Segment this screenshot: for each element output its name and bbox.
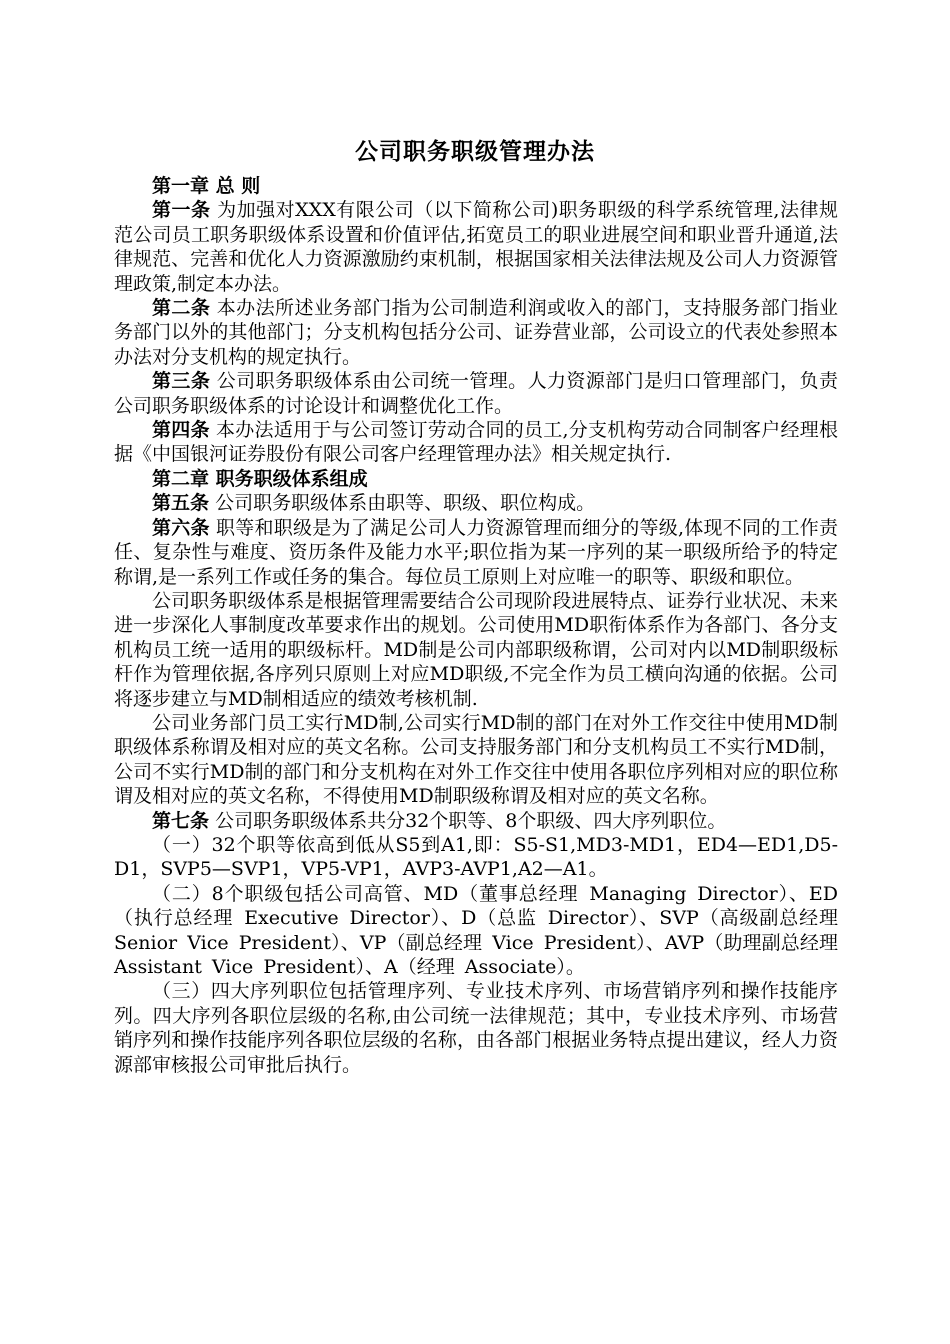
document-title: 公司职务职级管理办法 xyxy=(355,138,595,165)
article-2 xyxy=(114,296,838,369)
document-body xyxy=(114,174,838,1077)
article-label: 第七条 xyxy=(152,809,210,832)
paragraph-md-usage: 公司业务部门员工实行MD制,公司实行MD制的部门在对外工作交往中使用MD制职级体系称谓及相对应的英文名称。公司支持服务部门和分支机构员工不实行MD制，公司不实行MD制的部门和分支机构在对外工作交往中使用各职位序列相对应的职位称谓及相对应的英文名称，不得使用MD制职级称谓及相对应的英文名称。 xyxy=(114,711,838,808)
article-label: 第四条 xyxy=(152,419,210,442)
article-5 xyxy=(114,491,838,515)
article-4 xyxy=(114,418,838,467)
article-text: 本办法适用于与公司签订劳动合同的员工,分支机构劳动合同制客户经理根据《中国银河证券股份有限公司客户经理管理办法》相关规定执行. xyxy=(114,419,838,466)
article-text: 公司职务职级体系由职等、职级、职位构成。 xyxy=(215,492,596,515)
chapter-heading-2: 第二章 职务职级体系组成 xyxy=(152,467,368,490)
article-label: 第六条 xyxy=(152,516,210,539)
article-text: 为加强对XXX有限公司（以下简称公司)职务职级的科学系统管理,法律规范公司员工职务职级体系设置和价值评估,拓宽员工的职业进展空间和职业晋升通道,法律规范、完善和优化人力资源激励约束机制，根据国家相关法律法规及公司人力资源管理政策,制定本办法。 xyxy=(114,199,838,295)
list-item-levels: （二）8个职级包括公司高管、MD（董事总经理 Managing Director）、ED（执行总经理 Executive Director）、D（总监 Director）、SVP（高级副总经理 Senior Vice President）、VP（副总经理 Vice President）、AVP（助理副总经理 Assistant Vice President）、A（经理 Associate）。 xyxy=(114,882,839,978)
article-label: 第三条 xyxy=(152,370,211,393)
article-1 xyxy=(114,198,838,296)
article-7 xyxy=(114,809,838,833)
article-label: 第二条 xyxy=(152,297,211,320)
article-label: 第五条 xyxy=(152,492,210,515)
list-item-grades: （一）32个职等依高到低从S5到A1,即：S5-S1,MD3-MD1，ED4—ED1,D5-D1，SVP5—SVP1，VP5-VP1，AVP3-AVP1,A2—A1。 xyxy=(114,833,838,881)
list-item-sequences: （三）四大序列职位包括管理序列、专业技术序列、市场营销序列和操作技能序列。四大序列各职位层级的名称,由公司统一法律规范；其中，专业技术序列、市场营销序列和操作技能序列各职位层级的名称，由各部门根据业务特点提出建议，经人力资源部审核报公司审批后执行。 xyxy=(114,980,838,1076)
article-text: 职等和职级是为了满足公司人力资源管理而细分的等级,体现不同的工作责任、复杂性与难度、资历条件及能力水平;职位指为某一序列的某一职级所给予的特定称谓,是一系列工作或任务的集合。每位员工原则上对应唯一的职等、职级和职位。 xyxy=(114,516,838,588)
article-label: 第一条 xyxy=(152,199,211,222)
article-3 xyxy=(114,369,838,418)
paragraph-md-system: 公司职务职级体系是根据管理需要结合公司现阶段进展特点、证券行业状况、未来进一步深化人事制度改革要求作出的规划。公司使用MD职衔体系作为各部门、各分支机构员工统一适用的职级标杆。MD制是公司内部职级称谓，公司对内以MD制职级标杆作为管理依据,各序列只原则上对应MD职级,不完全作为员工横向沟通的依据。公司将逐步建立与MD制相适应的绩效考核机制. xyxy=(114,589,838,710)
article-text: 公司职务职级体系由公司统一管理。人力资源部门是归口管理部门，负责公司职务职级体系的讨论设计和调整优化工作。 xyxy=(114,370,838,417)
article-6 xyxy=(114,516,838,589)
chapter-heading-1: 第一章 总 则 xyxy=(152,175,261,197)
article-text: 公司职务职级体系共分32个职等、8个职级、四大序列职位。 xyxy=(215,809,727,832)
article-text: 本办法所述业务部门指为公司制造利润或收入的部门，支持服务部门指业务部门以外的其他部门；分支机构包括分公司、证券营业部，公司设立的代表处参照本办法对分支机构的规定执行。 xyxy=(114,297,838,368)
